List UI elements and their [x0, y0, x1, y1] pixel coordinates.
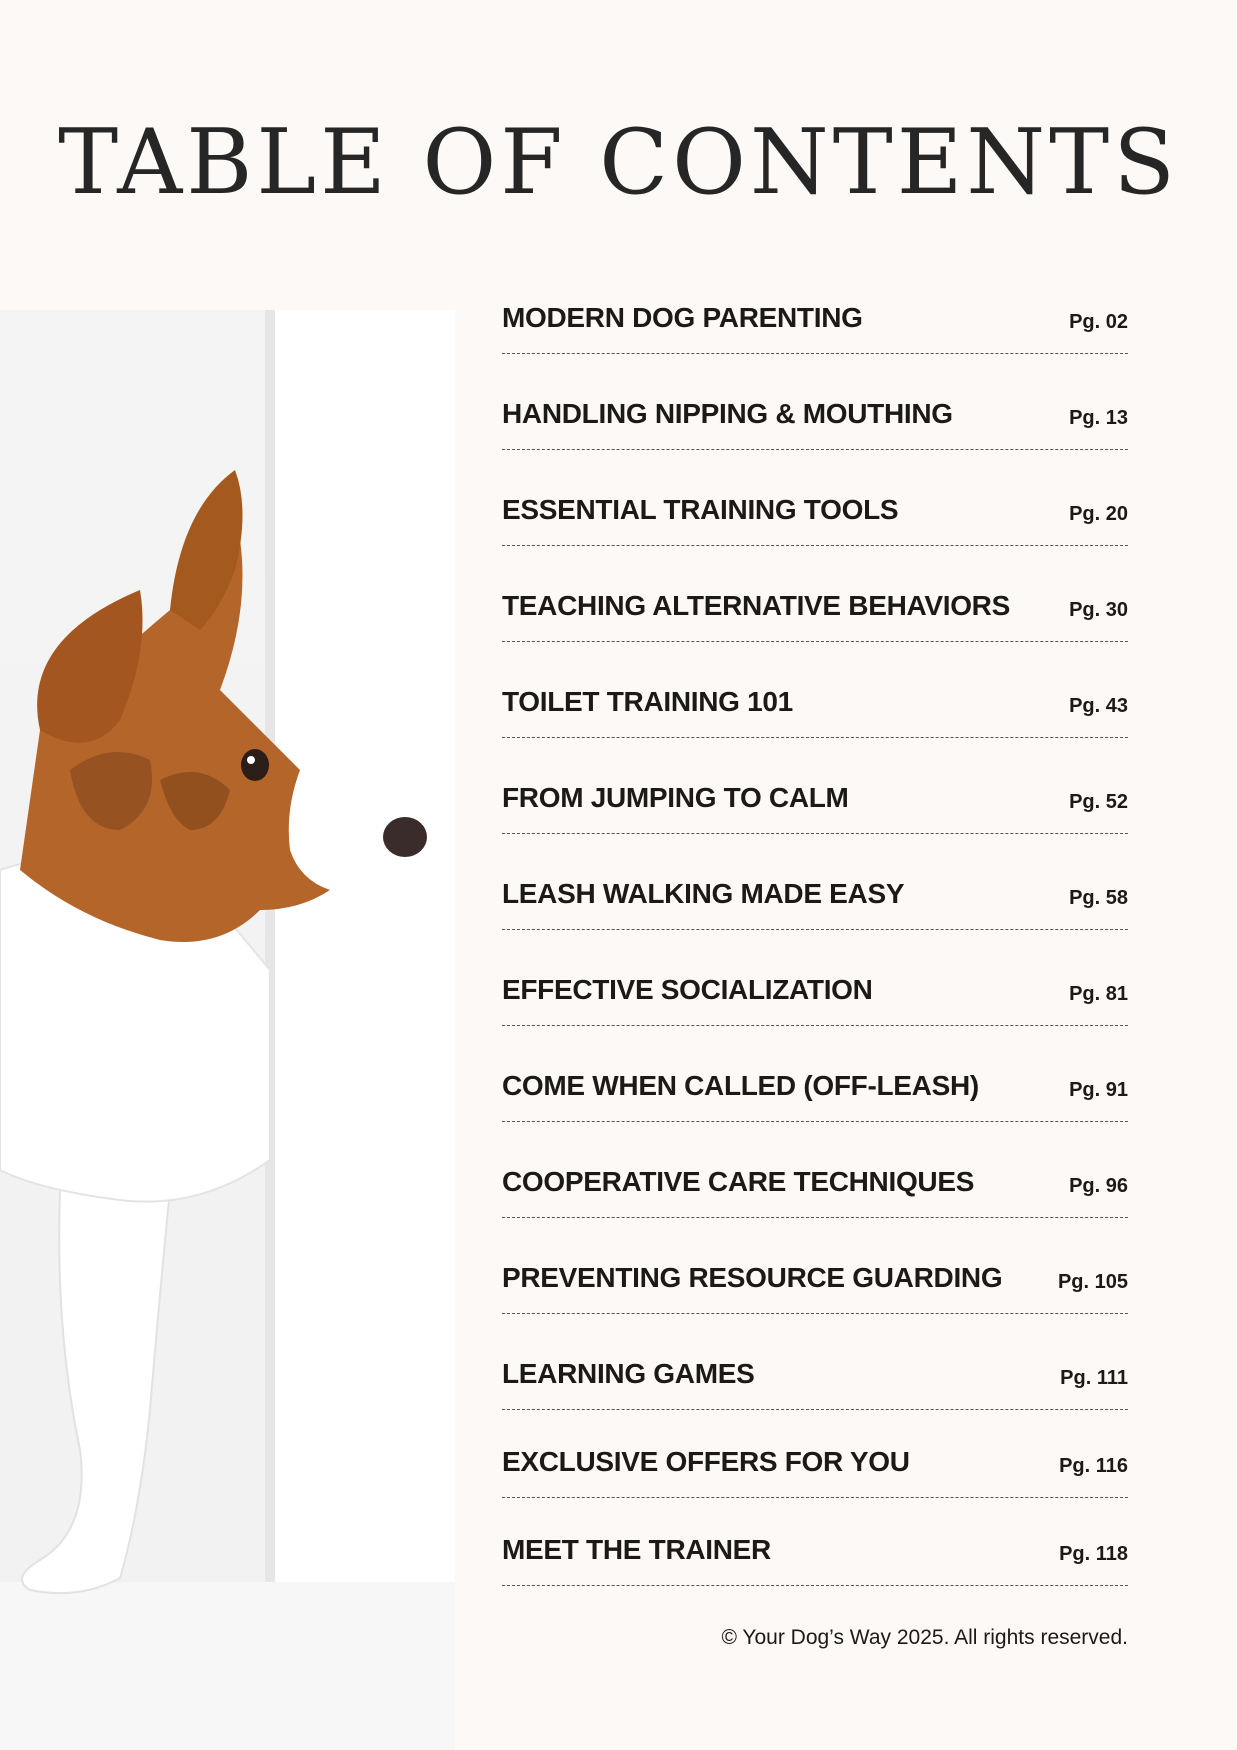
toc-entry-page: Pg. 118 [1059, 1543, 1128, 1565]
toc-entry-page: Pg. 30 [1069, 599, 1128, 621]
toc-entry[interactable] [502, 546, 1128, 642]
toc-entry-page: Pg. 02 [1069, 311, 1128, 333]
toc-entry[interactable] [502, 1122, 1128, 1218]
toc-entry-title: MEET THE TRAINER [502, 1534, 771, 1565]
toc-entry[interactable] [502, 1314, 1128, 1410]
toc-entry-page: Pg. 52 [1069, 791, 1128, 813]
page-title: TABLE OF CONTENTS [58, 110, 1179, 215]
toc-entry-title: EFFECTIVE SOCIALIZATION [502, 974, 873, 1005]
toc-entry-title: LEASH WALKING MADE EASY [502, 878, 905, 909]
toc-entry[interactable] [502, 834, 1128, 930]
puppy-photo [0, 310, 455, 1750]
toc-entry-title: TEACHING ALTERNATIVE BEHAVIORS [502, 590, 1010, 621]
toc-entry-title: PREVENTING RESOURCE GUARDING [502, 1262, 1003, 1293]
toc-entry-page: Pg. 96 [1069, 1175, 1128, 1197]
toc-entry-title: FROM JUMPING TO CALM [502, 782, 849, 813]
dashed-divider [502, 1585, 1128, 1586]
toc-entry-title: LEARNING GAMES [502, 1358, 755, 1389]
toc-entry-page: Pg. 111 [1060, 1367, 1128, 1389]
toc-entry-page: Pg. 13 [1069, 407, 1128, 429]
toc-entry-title: COME WHEN CALLED (OFF-LEASH) [502, 1070, 979, 1101]
toc-entry[interactable] [502, 642, 1128, 738]
toc-entry-title: EXCLUSIVE OFFERS FOR YOU [502, 1446, 910, 1477]
toc-entry-page: Pg. 116 [1059, 1455, 1128, 1477]
toc-entry[interactable] [502, 258, 1128, 354]
toc-entry-page: Pg. 105 [1057, 1271, 1128, 1293]
toc-entry-title: COOPERATIVE CARE TECHNIQUES [502, 1166, 975, 1197]
toc-entry[interactable] [502, 930, 1128, 1026]
toc-entry-page: Pg. 43 [1069, 695, 1128, 717]
toc-entry[interactable] [502, 1026, 1128, 1122]
toc-entry-page: Pg. 20 [1069, 503, 1128, 525]
toc-entry[interactable] [502, 1410, 1128, 1498]
toc-entry[interactable] [502, 1218, 1128, 1314]
toc-entry[interactable] [502, 738, 1128, 834]
toc-entry-page: Pg. 81 [1069, 983, 1128, 1005]
toc-entry-title: TOILET TRAINING 101 [502, 686, 793, 717]
toc-entry-title: HANDLING NIPPING & MOUTHING [502, 398, 953, 429]
toc-entry[interactable] [502, 450, 1128, 546]
copyright-footer: © Your Dog’s Way 2025. All rights reserved. [721, 1626, 1128, 1649]
toc-entry[interactable] [502, 354, 1128, 450]
toc-entry[interactable] [502, 1498, 1128, 1586]
toc-entry-page: Pg. 91 [1069, 1079, 1128, 1101]
toc-list [502, 258, 1128, 1586]
toc-entry-title: ESSENTIAL TRAINING TOOLS [502, 494, 899, 525]
toc-entry-page: Pg. 58 [1069, 887, 1128, 909]
toc-entry-title: MODERN DOG PARENTING [502, 302, 863, 333]
